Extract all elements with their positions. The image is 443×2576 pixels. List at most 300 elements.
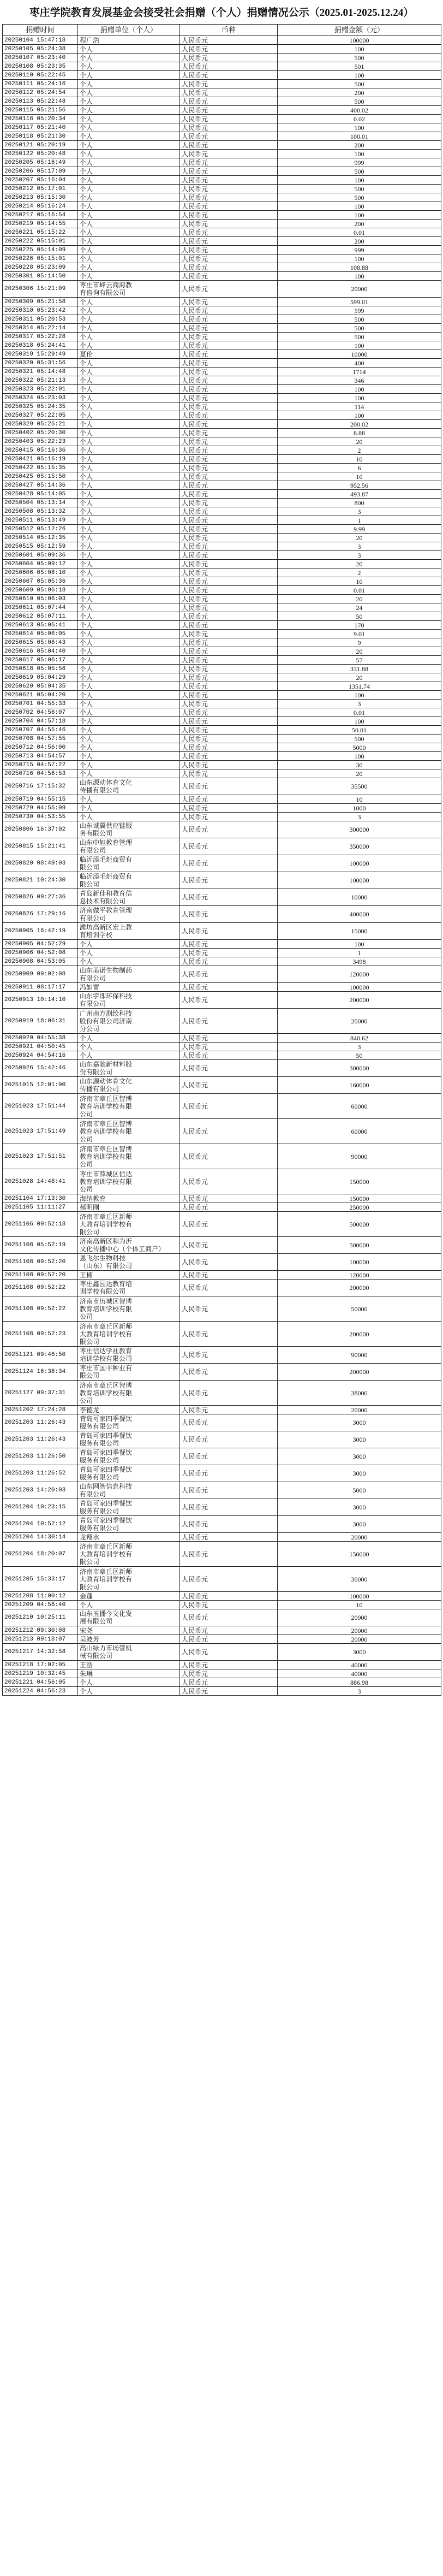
table-row <box>3 795 441 804</box>
table-row <box>3 1077 441 1094</box>
table-row <box>3 940 441 949</box>
cell-donation-time: 20250716 04:56:53 <box>3 769 78 778</box>
cell-amount: 20000 <box>278 1609 441 1626</box>
table-row <box>3 769 441 778</box>
cell-donation-time: 20250613 05:05:41 <box>3 621 78 630</box>
table-row <box>3 263 441 272</box>
table-row <box>3 717 441 726</box>
cell-currency: 人民币元 <box>180 821 278 838</box>
table-row <box>3 595 441 603</box>
cell-donation-time: 20250730 04:53:55 <box>3 813 78 821</box>
cell-currency: 人民币元 <box>180 603 278 612</box>
cell-currency: 人民币元 <box>180 341 278 350</box>
cell-amount: 10 <box>278 472 441 481</box>
cell-amount: 3 <box>278 542 441 551</box>
cell-amount: 40000 <box>278 1669 441 1678</box>
cell-currency: 人民币元 <box>180 1194 278 1203</box>
table-row <box>3 246 441 254</box>
cell-amount: 500 <box>278 315 441 324</box>
table-row <box>3 150 441 158</box>
cell-donor: 个人 <box>78 254 180 263</box>
cell-donor: 王楠 <box>78 1271 180 1280</box>
header-donor: 捐赠单位（个人） <box>78 25 180 36</box>
cell-amount: 100000 <box>278 855 441 872</box>
cell-donation-time: 20250514 05:12:35 <box>3 534 78 542</box>
table-row <box>3 141 441 150</box>
table-row <box>3 1347 441 1364</box>
cell-currency: 人民币元 <box>180 62 278 71</box>
cell-donor: 个人 <box>78 700 180 708</box>
table-row <box>3 691 441 700</box>
cell-currency: 人民币元 <box>180 507 278 516</box>
cell-currency: 人民币元 <box>180 700 278 708</box>
cell-donation-time: 20250222 05:15:01 <box>3 237 78 246</box>
cell-amount: 500000 <box>278 1237 441 1254</box>
table-row <box>3 1009 441 1034</box>
cell-donation-time: 20251204 10:23:15 <box>3 1499 78 1516</box>
cell-currency: 人民币元 <box>180 1678 278 1687</box>
table-row <box>3 455 441 464</box>
cell-donor: 山东源动体育文化 传播有限公司 <box>78 778 180 795</box>
cell-amount: 20000 <box>278 281 441 298</box>
cell-currency: 人民币元 <box>180 682 278 691</box>
cell-amount: 24 <box>278 603 441 612</box>
table-row <box>3 1567 441 1592</box>
cell-currency: 人民币元 <box>180 150 278 158</box>
cell-donor: 个人 <box>78 368 180 376</box>
cell-currency: 人民币元 <box>180 237 278 246</box>
cell-currency: 人民币元 <box>180 185 278 193</box>
table-row <box>3 1542 441 1567</box>
cell-amount: 10000 <box>278 350 441 359</box>
cell-donation-time: 20250226 05:15:01 <box>3 254 78 263</box>
cell-donor: 个人 <box>78 158 180 167</box>
cell-amount: 20 <box>278 769 441 778</box>
cell-amount: 3 <box>278 1043 441 1051</box>
cell-amount: 3000 <box>278 1499 441 1516</box>
cell-donation-time: 20250906 04:52:08 <box>3 949 78 957</box>
cell-currency: 人民币元 <box>180 1431 278 1448</box>
cell-amount: 599.01 <box>278 298 441 306</box>
cell-currency: 人民币元 <box>180 1542 278 1567</box>
cell-amount: 9 <box>278 638 441 647</box>
cell-donation-time: 20250115 05:21:56 <box>3 106 78 115</box>
cell-currency: 人民币元 <box>180 778 278 795</box>
cell-amount: 100 <box>278 940 441 949</box>
cell-amount: 20 <box>278 437 441 446</box>
table-row <box>3 71 441 80</box>
cell-amount: 200 <box>278 88 441 97</box>
cell-amount: 100 <box>278 211 441 220</box>
cell-currency: 人民币元 <box>180 246 278 254</box>
cell-currency: 人民币元 <box>180 630 278 638</box>
cell-amount: 100 <box>278 341 441 350</box>
cell-donor: 个人 <box>78 394 180 402</box>
cell-amount: 500 <box>278 167 441 176</box>
table-row <box>3 665 441 673</box>
cell-donation-time: 20251204 10:52:12 <box>3 1516 78 1533</box>
cell-donation-time: 20250322 05:21:13 <box>3 376 78 385</box>
cell-donor: 个人 <box>78 673 180 682</box>
table-row <box>3 1601 441 1609</box>
cell-currency: 人民币元 <box>180 376 278 385</box>
cell-currency: 人民币元 <box>180 1119 278 1144</box>
cell-amount: 10000 <box>278 889 441 906</box>
cell-amount: 20 <box>278 560 441 569</box>
cell-donation-time: 20250319 15:29:49 <box>3 350 78 359</box>
cell-donor: 个人 <box>78 88 180 97</box>
table-row <box>3 167 441 176</box>
cell-currency: 人民币元 <box>180 1516 278 1533</box>
table-row <box>3 1144 441 1169</box>
cell-donation-time: 20250702 04:56:07 <box>3 708 78 717</box>
table-row <box>3 1364 441 1381</box>
cell-currency: 人民币元 <box>180 1169 278 1194</box>
table-row <box>3 1034 441 1043</box>
cell-donor: 个人 <box>78 193 180 202</box>
cell-donor: 济南市历城区智博 教育培训学校有限 公司 <box>78 1296 180 1322</box>
cell-donation-time: 20250911 08:17:17 <box>3 983 78 992</box>
cell-currency: 人民币元 <box>180 298 278 306</box>
cell-donor: 个人 <box>78 402 180 411</box>
cell-amount: 100000 <box>278 1254 441 1271</box>
donation-table <box>2 24 441 1696</box>
cell-donation-time: 20251224 04:56:23 <box>3 1687 78 1696</box>
cell-amount: 1714 <box>278 368 441 376</box>
table-row <box>3 1280 441 1296</box>
cell-amount: 500 <box>278 80 441 88</box>
cell-amount: 100 <box>278 394 441 402</box>
table-row <box>3 1381 441 1406</box>
cell-amount: 150000 <box>278 1169 441 1194</box>
table-row <box>3 237 441 246</box>
cell-donation-time: 20250108 05:23:35 <box>3 62 78 71</box>
table-row <box>3 106 441 115</box>
cell-amount: 100 <box>278 150 441 158</box>
table-body <box>3 36 441 1696</box>
cell-donor: 吴波芳 <box>78 1635 180 1644</box>
cell-donation-time: 20250610 05:06:03 <box>3 595 78 603</box>
table-row <box>3 516 441 525</box>
cell-donor: 青岛可家四季餐饮 服务有限公司 <box>78 1448 180 1465</box>
table-row <box>3 220 441 228</box>
cell-amount: 200 <box>278 141 441 150</box>
table-row <box>3 638 441 647</box>
cell-currency: 人民币元 <box>180 499 278 507</box>
cell-donation-time: 20250609 05:06:18 <box>3 586 78 595</box>
cell-donation-time: 20250729 04:55:09 <box>3 804 78 813</box>
cell-amount: 50000 <box>278 1296 441 1322</box>
cell-amount: 200.02 <box>278 420 441 429</box>
cell-donation-time: 20250323 05:22:01 <box>3 385 78 394</box>
cell-donor: 个人 <box>78 71 180 80</box>
cell-currency: 人民币元 <box>180 333 278 341</box>
cell-amount: 3000 <box>278 1644 441 1661</box>
table-row <box>3 966 441 983</box>
table-row <box>3 402 441 411</box>
cell-donation-time: 20251210 10:25:11 <box>3 1609 78 1626</box>
cell-currency: 人民币元 <box>180 324 278 333</box>
cell-donor: 枣庄信达学社教育 培训学校有限公司 <box>78 1347 180 1364</box>
cell-donation-time: 20250924 04:54:16 <box>3 1051 78 1060</box>
cell-donation-time: 20250606 05:08:10 <box>3 569 78 577</box>
cell-amount: 38000 <box>278 1381 441 1406</box>
cell-donor: 个人 <box>78 1051 180 1060</box>
cell-donation-time: 20250320 05:31:56 <box>3 359 78 368</box>
cell-amount: 0.01 <box>278 586 441 595</box>
cell-amount: 10 <box>278 795 441 804</box>
cell-donation-time: 20251108 09:52:22 <box>3 1296 78 1322</box>
cell-donation-time: 20250908 04:53:05 <box>3 957 78 966</box>
cell-donor: 个人 <box>78 726 180 735</box>
cell-amount: 2 <box>278 569 441 577</box>
table-row <box>3 855 441 872</box>
cell-donor: 个人 <box>78 298 180 306</box>
cell-donation-time: 20250212 05:17:01 <box>3 185 78 193</box>
table-row <box>3 872 441 889</box>
cell-donor: 个人 <box>78 603 180 612</box>
cell-donation-time: 20250909 09:02:08 <box>3 966 78 983</box>
table-row <box>3 586 441 595</box>
cell-donor: 广州南方测绘科技 股份有限公司济南 分公司 <box>78 1009 180 1034</box>
cell-currency: 人民币元 <box>180 1296 278 1322</box>
table-row <box>3 1448 441 1465</box>
cell-amount: 493.87 <box>278 490 441 499</box>
cell-currency: 人民币元 <box>180 1601 278 1609</box>
cell-currency: 人民币元 <box>180 88 278 97</box>
cell-amount: 100 <box>278 45 441 54</box>
cell-currency: 人民币元 <box>180 906 278 923</box>
cell-currency: 人民币元 <box>180 1254 278 1271</box>
cell-donor: 个人 <box>78 341 180 350</box>
cell-donor: 个人 <box>78 455 180 464</box>
cell-currency: 人民币元 <box>180 211 278 220</box>
cell-donor: 个人 <box>78 1687 180 1696</box>
cell-currency: 人民币元 <box>180 889 278 906</box>
cell-donor: 个人 <box>78 949 180 957</box>
cell-amount: 3 <box>278 700 441 708</box>
cell-amount: 3 <box>278 1687 441 1696</box>
cell-currency: 人民币元 <box>180 481 278 490</box>
cell-donation-time: 20250111 05:24:16 <box>3 80 78 88</box>
cell-donor: 个人 <box>78 315 180 324</box>
cell-donation-time: 20251108 09:52:20 <box>3 1271 78 1280</box>
cell-amount: 599 <box>278 306 441 315</box>
table-row <box>3 889 441 906</box>
cell-currency: 人民币元 <box>180 586 278 595</box>
table-row <box>3 333 441 341</box>
cell-currency: 人民币元 <box>180 621 278 630</box>
cell-currency: 人民币元 <box>180 158 278 167</box>
cell-currency: 人民币元 <box>180 490 278 499</box>
table-row <box>3 472 441 481</box>
table-row <box>3 228 441 237</box>
cell-donor: 个人 <box>78 141 180 150</box>
cell-amount: 1 <box>278 949 441 957</box>
cell-currency: 人民币元 <box>180 394 278 402</box>
cell-amount: 90000 <box>278 1144 441 1169</box>
cell-currency: 人民币元 <box>180 359 278 368</box>
cell-donation-time: 20250821 10:24:30 <box>3 872 78 889</box>
table-row <box>3 778 441 795</box>
cell-currency: 人民币元 <box>180 638 278 647</box>
table-row <box>3 54 441 62</box>
cell-currency: 人民币元 <box>180 1465 278 1482</box>
cell-donor: 个人 <box>78 1034 180 1043</box>
cell-donation-time: 20251023 17:51:51 <box>3 1144 78 1169</box>
cell-donation-time: 20250213 05:15:30 <box>3 193 78 202</box>
cell-donation-time: 20250712 04:56:00 <box>3 743 78 752</box>
cell-amount: 200 <box>278 237 441 246</box>
cell-amount: 100 <box>278 411 441 420</box>
cell-donor: 个人 <box>78 359 180 368</box>
cell-amount: 501 <box>278 62 441 71</box>
table-row <box>3 603 441 612</box>
cell-donor: 枣庄市薛城区信达 教育培训学校有限 公司 <box>78 1169 180 1194</box>
cell-donor: 济南高新区和为沂 文化传播中心（个体工商户） <box>78 1237 180 1254</box>
cell-donor: 个人 <box>78 333 180 341</box>
table-row <box>3 62 441 71</box>
table-row <box>3 906 441 923</box>
cell-amount: 500000 <box>278 1212 441 1237</box>
table-row <box>3 1533 441 1542</box>
cell-donor: 个人 <box>78 123 180 132</box>
cell-amount: 999 <box>278 158 441 167</box>
cell-donor: 冯如雷 <box>78 983 180 992</box>
cell-currency: 人民币元 <box>180 272 278 281</box>
table-row <box>3 376 441 385</box>
table-row <box>3 368 441 376</box>
table-row <box>3 647 441 656</box>
cell-donation-time: 20251205 15:33:17 <box>3 1567 78 1592</box>
table-row <box>3 534 441 542</box>
cell-donor: 个人 <box>78 595 180 603</box>
cell-currency: 人民币元 <box>180 1043 278 1051</box>
cell-donation-time: 20250612 05:07:11 <box>3 612 78 621</box>
cell-amount: 50.01 <box>278 726 441 735</box>
cell-amount: 50 <box>278 1051 441 1060</box>
cell-amount: 3000 <box>278 1431 441 1448</box>
cell-currency: 人民币元 <box>180 717 278 726</box>
cell-amount: 50 <box>278 612 441 621</box>
table-row <box>3 656 441 665</box>
cell-donor: 个人 <box>78 630 180 638</box>
cell-currency: 人民币元 <box>180 1280 278 1296</box>
table-row <box>3 315 441 324</box>
cell-amount: 3000 <box>278 1448 441 1465</box>
cell-amount: 60000 <box>278 1119 441 1144</box>
cell-donation-time: 20250719 04:55:15 <box>3 795 78 804</box>
cell-currency: 人民币元 <box>180 368 278 376</box>
cell-amount: 15000 <box>278 923 441 940</box>
cell-donor: 个人 <box>78 263 180 272</box>
table-row <box>3 306 441 315</box>
table-row <box>3 481 441 490</box>
cell-donation-time: 20250306 15:21:09 <box>3 281 78 298</box>
cell-donation-time: 20250325 05:24:35 <box>3 402 78 411</box>
cell-donation-time: 20250515 05:12:59 <box>3 542 78 551</box>
cell-donor: 个人 <box>78 717 180 726</box>
cell-amount: 20 <box>278 647 441 656</box>
cell-amount: 100000 <box>278 983 441 992</box>
cell-amount: 20000 <box>278 1635 441 1644</box>
cell-donor: 济南市章丘区智博 教育培训学校有限 公司 <box>78 1094 180 1119</box>
cell-amount: 999 <box>278 246 441 254</box>
cell-donor: 临沂添毛炬商贸有 限公司 <box>78 855 180 872</box>
cell-donation-time: 20250428 05:14:05 <box>3 490 78 499</box>
table-row <box>3 341 441 350</box>
table-row <box>3 499 441 507</box>
cell-donor: 枣庄鑫园达教育培 训学校有限公司 <box>78 1280 180 1296</box>
table-row <box>3 1406 441 1414</box>
cell-amount: 20 <box>278 673 441 682</box>
cell-donation-time: 20250504 05:13:14 <box>3 499 78 507</box>
table-row <box>3 560 441 569</box>
cell-donor: 个人 <box>78 735 180 743</box>
table-row <box>3 1169 441 1194</box>
cell-donor: 济南市章丘区新师 大教育培训学校有 限公司 <box>78 1542 180 1567</box>
table-row <box>3 1635 441 1644</box>
cell-donor: 个人 <box>78 940 180 949</box>
cell-donation-time: 20250926 15:42:46 <box>3 1060 78 1077</box>
cell-donation-time: 20250318 05:24:41 <box>3 341 78 350</box>
table-row <box>3 185 441 193</box>
cell-donor: 郝明刚 <box>78 1203 180 1212</box>
cell-donation-time: 20250311 05:20:53 <box>3 315 78 324</box>
cell-donation-time: 20250611 05:07:44 <box>3 603 78 612</box>
cell-donation-time: 20250616 05:04:40 <box>3 647 78 656</box>
cell-donation-time: 20251127 09:37:31 <box>3 1381 78 1406</box>
table-row <box>3 1296 441 1322</box>
cell-donation-time: 20250820 08:49:03 <box>3 855 78 872</box>
cell-donor: 个人 <box>78 490 180 499</box>
cell-donor: 青岛可家四季餐饮 服务有限公司 <box>78 1431 180 1448</box>
cell-currency: 人民币元 <box>180 1592 278 1601</box>
cell-currency: 人民币元 <box>180 1034 278 1043</box>
cell-donation-time: 20250221 05:15:22 <box>3 228 78 237</box>
table-row <box>3 1119 441 1144</box>
cell-donor: 潍坊高新区宏上教 育培训学校 <box>78 923 180 940</box>
cell-amount: 300000 <box>278 1060 441 1077</box>
cell-donation-time: 20251219 10:32:45 <box>3 1669 78 1678</box>
cell-donor: 个人 <box>78 115 180 123</box>
cell-donation-time: 20250403 05:22:23 <box>3 437 78 446</box>
cell-donor: 青岛可家四季餐饮 服务有限公司 <box>78 1499 180 1516</box>
cell-amount: 120000 <box>278 966 441 983</box>
cell-donor: 龙翔水 <box>78 1533 180 1542</box>
table-row <box>3 36 441 45</box>
table-row <box>3 394 441 402</box>
cell-donation-time: 20250619 05:04:29 <box>3 673 78 682</box>
cell-currency: 人民币元 <box>180 1237 278 1254</box>
cell-currency: 人民币元 <box>180 1381 278 1406</box>
table-row <box>3 673 441 682</box>
table-row <box>3 193 441 202</box>
cell-donor: 个人 <box>78 132 180 141</box>
cell-donation-time: 20250324 05:23:03 <box>3 394 78 402</box>
cell-currency: 人民币元 <box>180 804 278 813</box>
cell-currency: 人民币元 <box>180 673 278 682</box>
cell-donation-time: 20250708 04:57:55 <box>3 735 78 743</box>
cell-amount: 30000 <box>278 1567 441 1592</box>
table-row <box>3 324 441 333</box>
cell-currency: 人民币元 <box>180 385 278 394</box>
cell-currency: 人民币元 <box>180 525 278 534</box>
cell-amount: 10 <box>278 1601 441 1609</box>
cell-amount: 0.01 <box>278 228 441 237</box>
cell-donor: 朱琳 <box>78 1669 180 1678</box>
cell-donor: 个人 <box>78 237 180 246</box>
